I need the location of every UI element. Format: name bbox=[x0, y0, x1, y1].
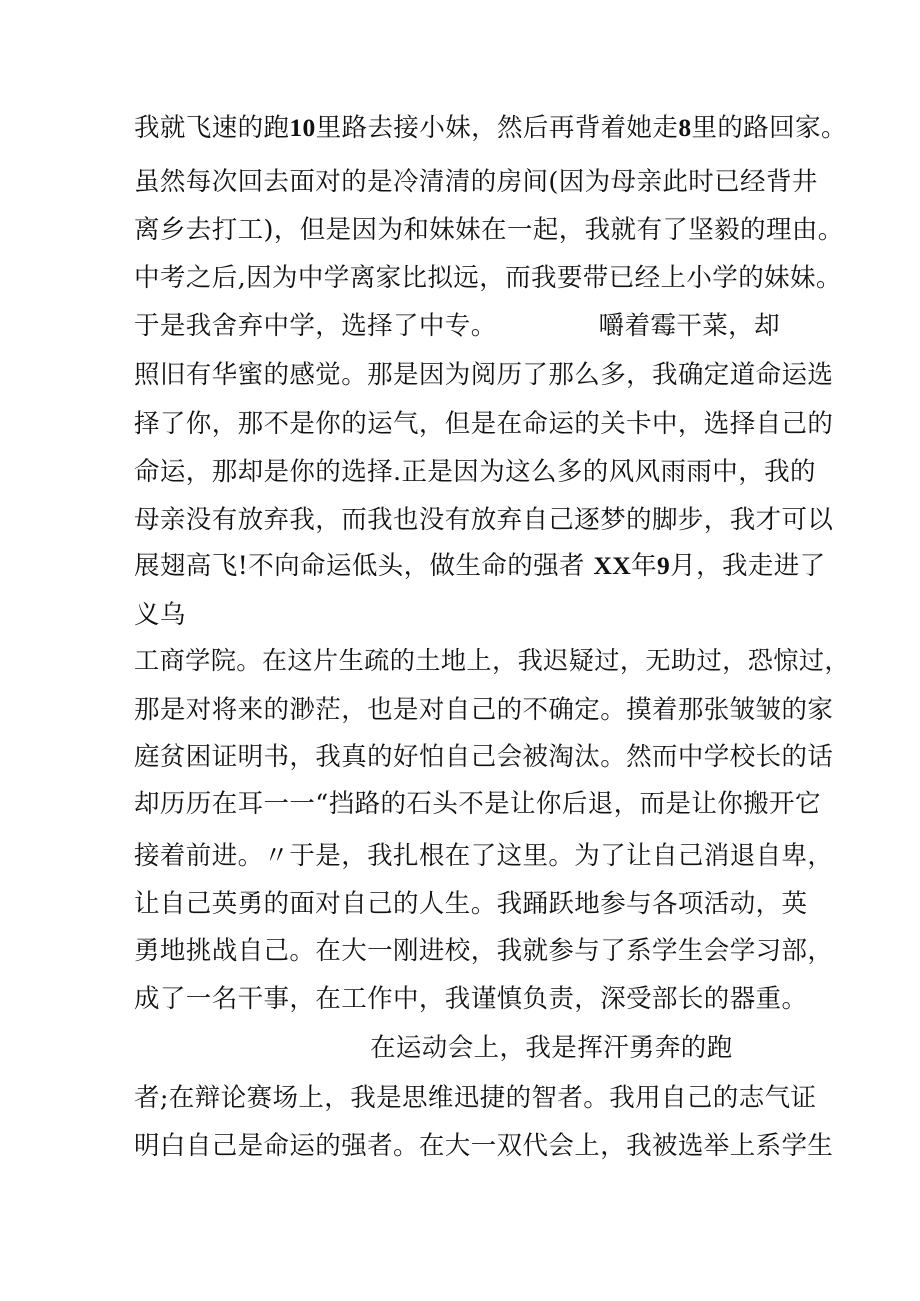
text-line: 让自己英勇的面对自己的人生。我踊跃地参与各项活动，英 bbox=[134, 889, 808, 919]
text-line: 接着前进。〃于是，我扎根在了这里。为了让自己消退自卑， bbox=[134, 841, 834, 871]
text-line: 勇地挑战自己。在大一刚进校，我就参与了系学生会学习部， bbox=[134, 936, 834, 966]
text-line: 离乡去打工)，但是因为和妹妹在一起，我就有了坚毅的理由。 bbox=[134, 215, 844, 245]
text-line: 庭贫困证明书，我真的好怕自己会被淘汰。然而中学校长的话 bbox=[134, 742, 834, 772]
text-line: 择了你，那不是你的运气，但是在命运的关卡中，选择自己的 bbox=[134, 409, 834, 439]
text-line: 展翅高飞!不向命运低头，做生命的强者 XX年9月，我走进了 bbox=[134, 551, 826, 581]
text-line: 照旧有华蜜的感觉。那是因为阅历了那么多，我确定道命运选 bbox=[134, 360, 834, 390]
text-line: 却历历在耳一一“挡路的石头不是让你后退，而是让你搬开它 bbox=[134, 789, 821, 819]
text-line: 母亲没有放弃我，而我也没有放弃自己逐梦的脚步，我才可以 bbox=[134, 505, 834, 535]
text-line: 那是对将来的渺茫，也是对自己的不确定。摸着那张皱皱的家 bbox=[134, 695, 834, 725]
text-line: 在运动会上，我是挥汗勇奔的跑 bbox=[370, 1033, 733, 1063]
text-line: 明白自己是命运的强者。在大一双代会上，我被选举上系学生 bbox=[134, 1131, 834, 1161]
text-line: 虽然每次回去面对的是冷清清的房间(因为母亲此时已经背井 bbox=[134, 167, 818, 197]
text-line: 命运，那却是你的选择.正是因为这么多的风风雨雨中，我的 bbox=[134, 457, 816, 487]
text-line: 者;在辩论赛场上，我是思维迅捷的智者。我用自己的志气证 bbox=[134, 1083, 817, 1113]
text-line: 成了一名干事，在工作中，我谨慎负责，深受部长的器重。 bbox=[134, 984, 808, 1014]
text-line: 我就飞速的跑10里路去接小妹，然后再背着她走8里的路回家。 bbox=[134, 113, 847, 143]
text-line: 中考之后,因为中学离家比拟远，而我要带已经上小学的妹妹。 bbox=[134, 263, 842, 293]
text-line: 工商学院。在这片生疏的土地上，我迟疑过，无助过，恐惊过， bbox=[134, 646, 851, 675]
text-line: 于是我舍弃中学，选择了中专。 嚼着霉干菜，却 bbox=[134, 311, 780, 341]
text-line: 义乌 bbox=[134, 600, 186, 630]
